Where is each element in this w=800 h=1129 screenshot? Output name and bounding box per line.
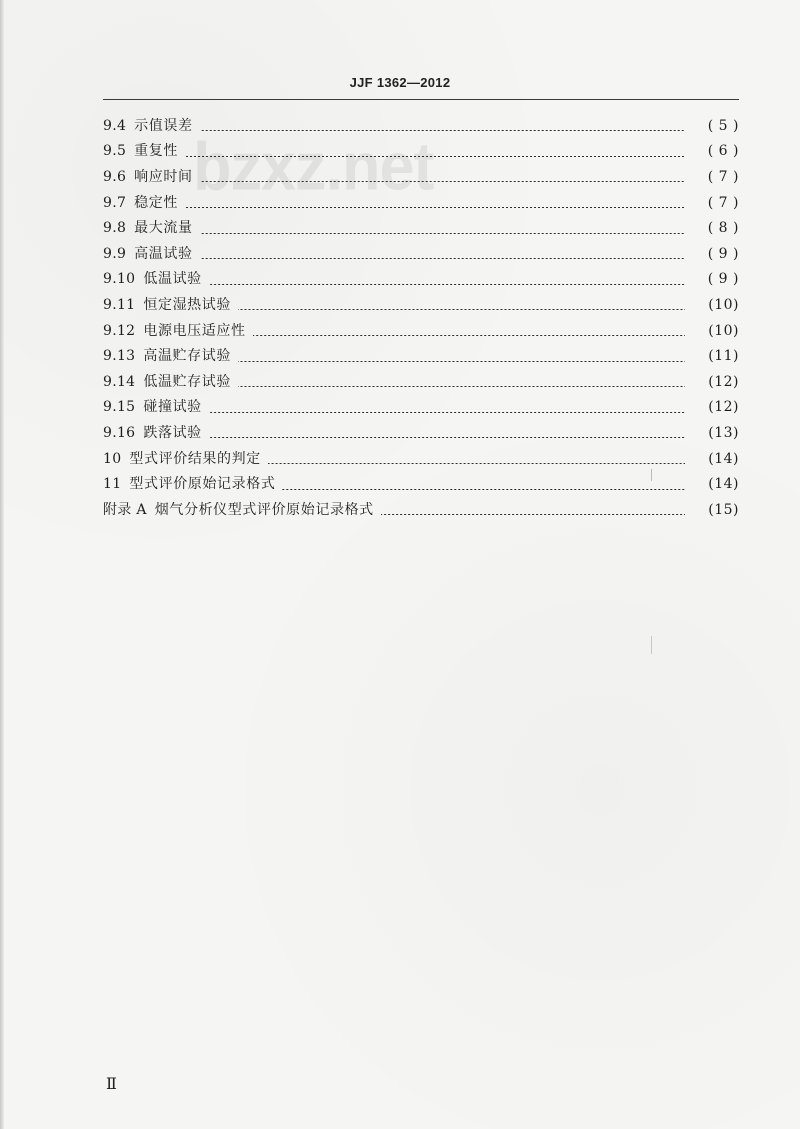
toc-page: (12) bbox=[708, 399, 739, 416]
toc-page: ( 6 ) bbox=[707, 143, 739, 160]
leader-dots bbox=[381, 514, 685, 515]
toc-item[interactable] bbox=[103, 420, 739, 446]
toc-item[interactable] bbox=[103, 164, 739, 190]
toc-page: ( 9 ) bbox=[707, 245, 739, 262]
toc-number: 9.11 bbox=[103, 296, 136, 313]
scan-mark bbox=[651, 636, 652, 654]
toc-item[interactable] bbox=[103, 318, 739, 344]
toc-page: (10) bbox=[708, 296, 739, 313]
toc-page: ( 8 ) bbox=[707, 220, 739, 237]
toc-number: 9.12 bbox=[103, 322, 136, 339]
toc-item[interactable] bbox=[103, 497, 739, 523]
leader-dots bbox=[268, 463, 685, 464]
toc-number: 9.7 bbox=[103, 194, 127, 211]
toc-page: (12) bbox=[708, 373, 739, 390]
leader-dots bbox=[238, 361, 685, 362]
toc-title: 最大流量 bbox=[134, 220, 193, 237]
toc-title: 跌落试验 bbox=[143, 424, 202, 441]
toc-number: 9.15 bbox=[103, 399, 136, 416]
leader-dots bbox=[200, 181, 685, 182]
leader-dots bbox=[209, 284, 685, 285]
toc-title: 型式评价结果的判定 bbox=[129, 450, 261, 467]
toc-title: 低温试验 bbox=[143, 271, 202, 288]
toc-page: (10) bbox=[708, 322, 739, 339]
toc-title: 响应时间 bbox=[134, 168, 193, 185]
toc-number: 9.16 bbox=[103, 424, 136, 441]
toc-item[interactable] bbox=[103, 369, 739, 395]
leader-dots bbox=[209, 437, 685, 438]
toc-number: 9.8 bbox=[103, 220, 127, 237]
table-of-contents bbox=[103, 113, 739, 523]
toc-title: 碰撞试验 bbox=[143, 399, 202, 416]
toc-number: 9.6 bbox=[103, 168, 127, 185]
leader-dots bbox=[238, 309, 685, 310]
toc-number: 9.14 bbox=[103, 373, 136, 390]
header-divider bbox=[103, 99, 739, 100]
leader-dots bbox=[253, 335, 685, 336]
toc-title: 恒定湿热试验 bbox=[143, 296, 231, 313]
toc-title: 低温贮存试验 bbox=[143, 373, 231, 390]
toc-page: ( 5 ) bbox=[707, 117, 739, 134]
toc-page: (15) bbox=[708, 501, 739, 518]
toc-title: 烟气分析仪型式评价原始记录格式 bbox=[154, 501, 374, 518]
toc-item[interactable] bbox=[103, 446, 739, 472]
toc-item[interactable] bbox=[103, 139, 739, 165]
leader-dots bbox=[200, 233, 685, 234]
toc-item[interactable] bbox=[103, 343, 739, 369]
toc-item[interactable] bbox=[103, 471, 739, 497]
toc-title: 重复性 bbox=[134, 143, 178, 160]
toc-number: 9.5 bbox=[103, 143, 127, 160]
toc-page: ( 7 ) bbox=[707, 194, 739, 211]
leader-dots bbox=[200, 258, 685, 259]
toc-item[interactable] bbox=[103, 113, 739, 139]
toc-number: 9.9 bbox=[103, 245, 127, 262]
toc-title: 型式评价原始记录格式 bbox=[129, 476, 276, 493]
toc-page: (14) bbox=[708, 450, 739, 467]
page-number: Ⅱ bbox=[106, 1074, 117, 1093]
toc-item[interactable] bbox=[103, 267, 739, 293]
leader-dots bbox=[185, 156, 685, 157]
toc-item[interactable] bbox=[103, 215, 739, 241]
toc-item[interactable] bbox=[103, 292, 739, 318]
leader-dots bbox=[282, 489, 685, 490]
toc-page: (14) bbox=[708, 476, 739, 493]
scan-edge bbox=[0, 0, 4, 1129]
toc-title: 示值误差 bbox=[134, 117, 193, 134]
toc-page: (13) bbox=[708, 424, 739, 441]
toc-number: 10 bbox=[103, 450, 122, 467]
leader-dots bbox=[209, 412, 685, 413]
toc-page: ( 7 ) bbox=[707, 168, 739, 185]
toc-title: 电源电压适应性 bbox=[143, 322, 246, 339]
toc-number: 附录 A bbox=[103, 501, 147, 518]
toc-item[interactable] bbox=[103, 241, 739, 267]
leader-dots bbox=[238, 386, 685, 387]
watermark: bzxz.net bbox=[193, 129, 434, 205]
leader-dots bbox=[185, 207, 685, 208]
toc-item[interactable] bbox=[103, 395, 739, 421]
toc-title: 稳定性 bbox=[134, 194, 178, 211]
toc-title: 高温贮存试验 bbox=[143, 348, 231, 365]
toc-number: 9.13 bbox=[103, 348, 136, 365]
scan-mark bbox=[651, 469, 652, 481]
toc-item[interactable] bbox=[103, 190, 739, 216]
leader-dots bbox=[200, 130, 685, 131]
header-code: JJF 1362—2012 bbox=[349, 75, 451, 90]
toc-number: 11 bbox=[103, 476, 122, 493]
toc-page: ( 9 ) bbox=[707, 271, 739, 288]
toc-number: 9.10 bbox=[103, 271, 136, 288]
toc-title: 高温试验 bbox=[134, 245, 193, 262]
toc-number: 9.4 bbox=[103, 117, 127, 134]
toc-page: (11) bbox=[708, 348, 739, 365]
